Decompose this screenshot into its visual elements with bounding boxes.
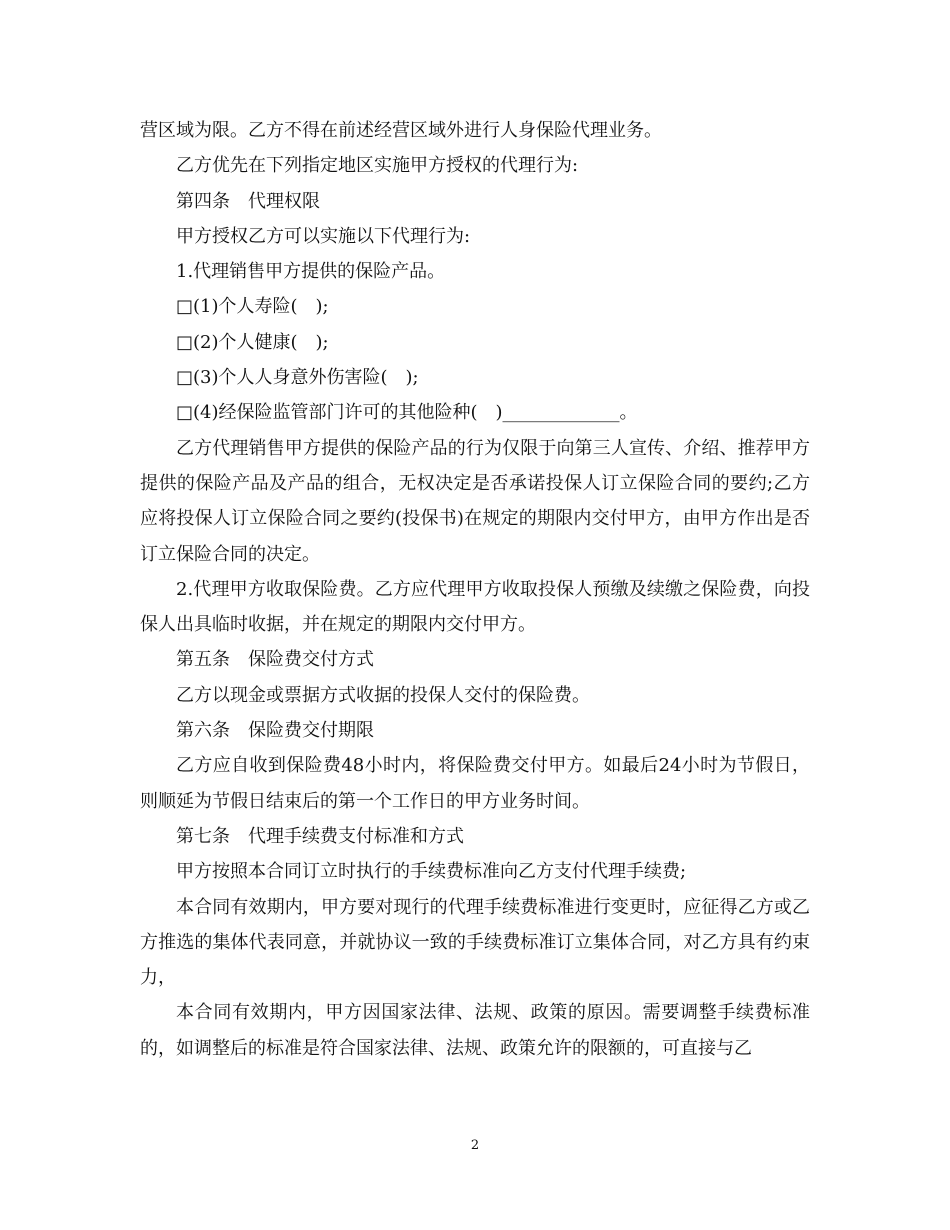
paragraph: 第七条 代理手续费支付标准和方式 [176,825,464,847]
paragraph: 乙方应自收到保险费48小时内，将保险费交付甲方。如最后24小时为节假日，则顺延为节假日结束后的第一个工作日的甲方业务时间。 [140,755,810,812]
paragraph: 本合同有效期内，甲方要对现行的代理手续费标准进行变更时，应征得乙方或乙方推选的集体代表同意，并就协议一致的手续费标准订立集体合同，对乙方具有约束力， [140,896,810,989]
document-body [140,113,810,1066]
paragraph: 乙方以现金或票据方式收据的投保人交付的保险费。 [176,684,590,706]
paragraph: 甲方按照本合同订立时执行的手续费标准向乙方支付代理手续费; [176,861,687,883]
paragraph: 乙方优先在下列指定地区实施甲方授权的代理行为: [176,155,579,177]
page-number: 2 [470,1138,480,1153]
paragraph: 本合同有效期内，甲方因国家法律、法规、政策的原因。需要调整手续费标准的，如调整后的标准是符合国家法律、法规、政策允许的限额的，可直接与乙 [140,1002,810,1059]
paragraph: 第六条 保险费交付期限 [176,720,374,742]
paragraph: □(2)个人健康( ); [176,331,329,353]
paragraph: □(1)个人寿险( ); [176,296,329,318]
paragraph: 乙方代理销售甲方提供的保险产品的行为仅限于向第三人宣传、介绍、推荐甲方提供的保险产品及产品的组合，无权决定是否承诺投保人订立保险合同的要约;乙方应将投保人订立保险合同之要约(投保书)在规定的期限内交付甲方，由甲方作出是否订立保险合同的决定。 [140,437,810,565]
paragraph: □(4)经保险监管部门许可的其他险种( )_____________。 [176,402,638,424]
paragraph: 1.代理销售甲方提供的保险产品。 [176,261,446,283]
paragraph: 营区域为限。乙方不得在前述经营区域外进行人身保险代理业务。 [140,120,662,141]
paragraph: 2.代理甲方收取保险费。乙方应代理甲方收取投保人预缴及续缴之保险费，向投保人出具临时收据，并在规定的期限内交付甲方。 [140,578,810,636]
paragraph: □(3)个人人身意外伤害险( ); [176,367,419,389]
paragraph: 第四条 代理权限 [176,190,320,212]
paragraph: 第五条 保险费交付方式 [176,649,374,671]
paragraph: 甲方授权乙方可以实施以下代理行为: [176,225,471,247]
